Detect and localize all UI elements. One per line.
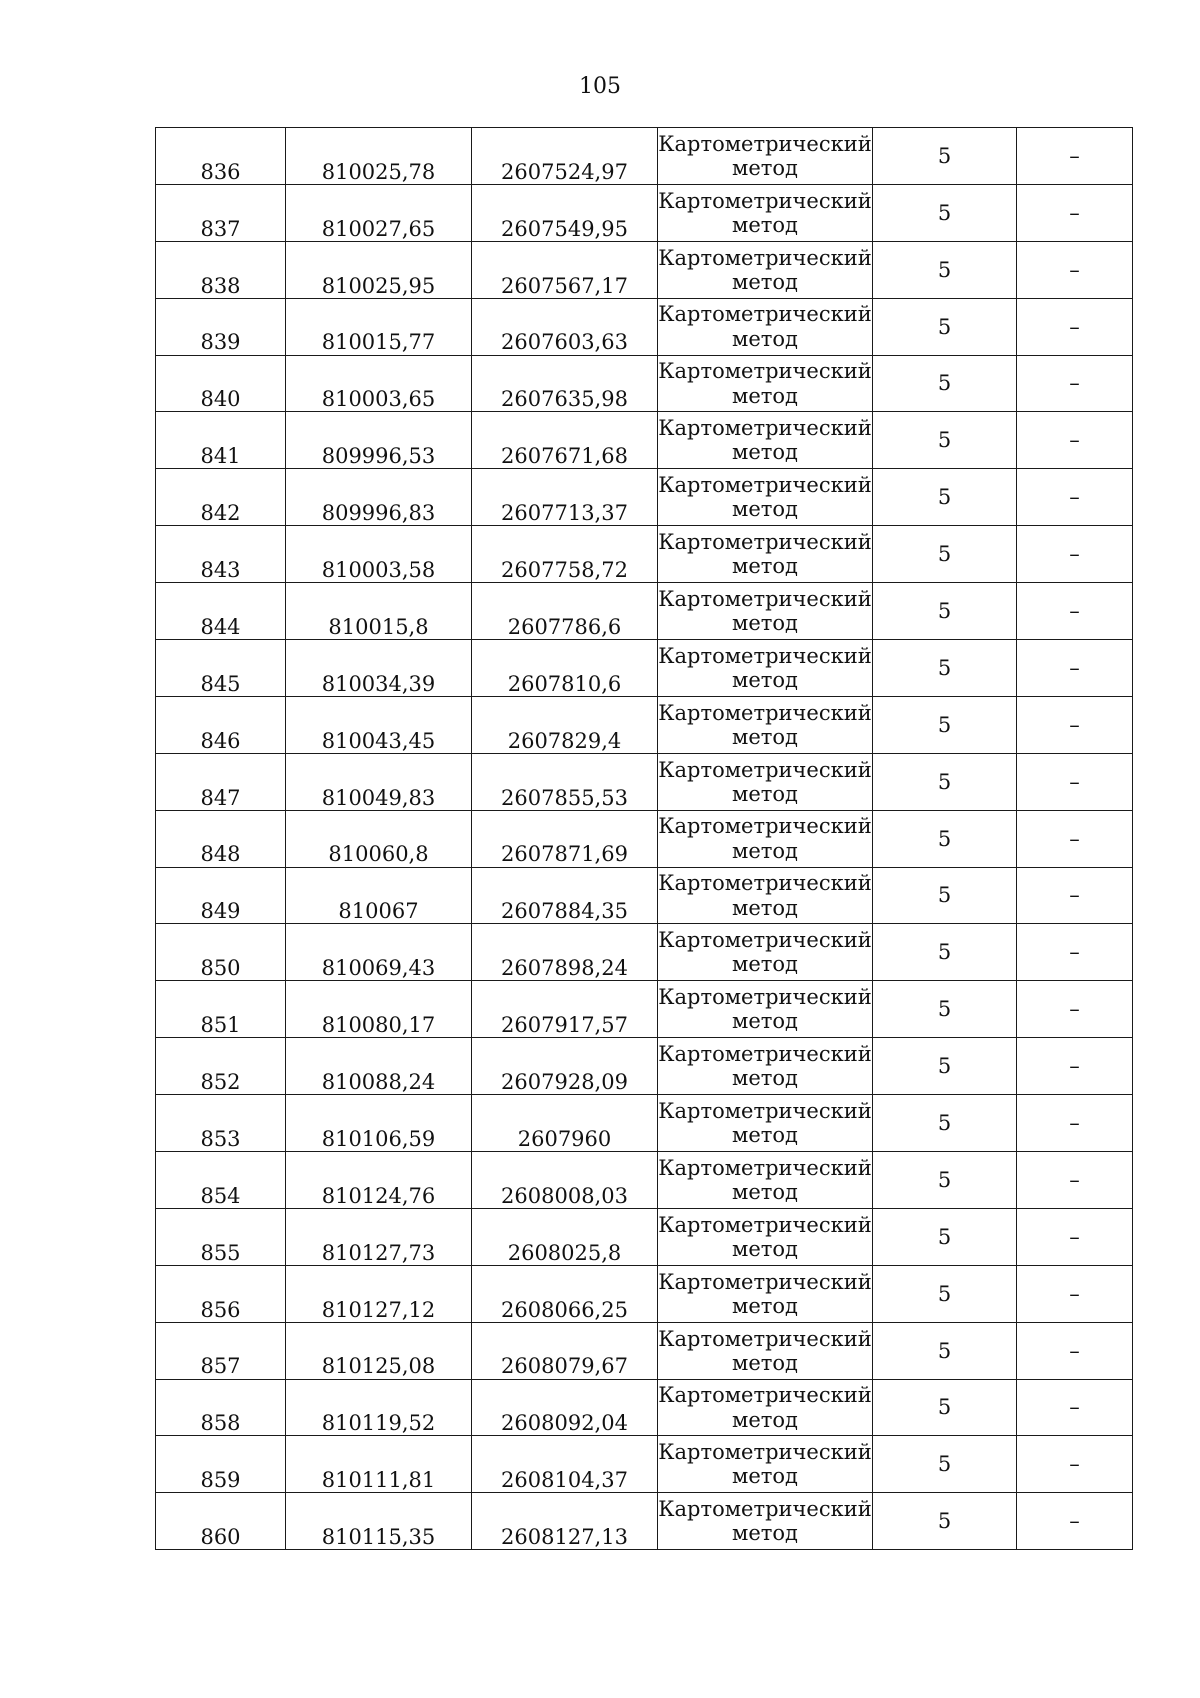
method-cell bbox=[658, 412, 873, 469]
precision-cell: 5 bbox=[873, 412, 1017, 469]
point-number-cell: 839 bbox=[156, 298, 286, 355]
note-cell: – bbox=[1017, 1208, 1133, 1265]
y-coordinate-cell: 2607871,69 bbox=[472, 810, 658, 867]
x-coordinate-cell: 810115,35 bbox=[286, 1493, 472, 1550]
note-cell: – bbox=[1017, 867, 1133, 924]
method-cell bbox=[658, 1493, 873, 1550]
point-number-cell: 846 bbox=[156, 696, 286, 753]
note-cell: – bbox=[1017, 1493, 1133, 1550]
point-number-cell: 845 bbox=[156, 640, 286, 697]
method-cell bbox=[658, 1095, 873, 1152]
method-cell bbox=[658, 981, 873, 1038]
method-cell bbox=[658, 469, 873, 526]
method-line-1: Картометрический bbox=[658, 131, 872, 156]
x-coordinate-cell: 810025,95 bbox=[286, 241, 472, 298]
point-number-cell: 853 bbox=[156, 1095, 286, 1152]
point-number-cell: 842 bbox=[156, 469, 286, 526]
point-number-cell: 841 bbox=[156, 412, 286, 469]
method-cell bbox=[658, 696, 873, 753]
precision-cell: 5 bbox=[873, 526, 1017, 583]
y-coordinate-cell: 2608127,13 bbox=[472, 1493, 658, 1550]
method-line-1: Картометрический bbox=[658, 1155, 872, 1180]
method-line-2: метод bbox=[732, 155, 798, 180]
table-row bbox=[156, 1095, 1133, 1152]
method-line-2: метод bbox=[732, 497, 798, 522]
x-coordinate-cell: 809996,53 bbox=[286, 412, 472, 469]
method-line-2: метод bbox=[732, 952, 798, 977]
table-row bbox=[156, 753, 1133, 810]
y-coordinate-cell: 2608025,8 bbox=[472, 1208, 658, 1265]
table-row bbox=[156, 583, 1133, 640]
precision-cell: 5 bbox=[873, 1038, 1017, 1095]
method-line-1: Картометрический bbox=[658, 928, 872, 953]
x-coordinate-cell: 810003,65 bbox=[286, 355, 472, 412]
method-line-1: Картометрический bbox=[658, 1098, 872, 1123]
method-line-1: Картометрический bbox=[658, 814, 872, 839]
precision-cell: 5 bbox=[873, 810, 1017, 867]
x-coordinate-cell: 810043,45 bbox=[286, 696, 472, 753]
table-row bbox=[156, 1379, 1133, 1436]
precision-cell: 5 bbox=[873, 1493, 1017, 1550]
method-line-2: метод bbox=[732, 1521, 798, 1546]
point-number-cell: 843 bbox=[156, 526, 286, 583]
table-row bbox=[156, 640, 1133, 697]
point-number-cell: 857 bbox=[156, 1322, 286, 1379]
x-coordinate-cell: 810060,8 bbox=[286, 810, 472, 867]
note-cell: – bbox=[1017, 1322, 1133, 1379]
point-number-cell: 847 bbox=[156, 753, 286, 810]
table-row bbox=[156, 1265, 1133, 1322]
method-cell bbox=[658, 526, 873, 583]
method-cell bbox=[658, 184, 873, 241]
method-line-1: Картометрический bbox=[658, 700, 872, 725]
method-line-2: метод bbox=[732, 1407, 798, 1432]
method-cell bbox=[658, 1436, 873, 1493]
x-coordinate-cell: 810049,83 bbox=[286, 753, 472, 810]
table-row bbox=[156, 128, 1133, 185]
method-line-1: Картометрический bbox=[658, 757, 872, 782]
method-line-2: метод bbox=[732, 326, 798, 351]
method-line-1: Картометрический bbox=[658, 1326, 872, 1351]
method-line-1: Картометрический bbox=[658, 985, 872, 1010]
x-coordinate-cell: 810015,77 bbox=[286, 298, 472, 355]
method-cell bbox=[658, 1208, 873, 1265]
method-line-1: Картометрический bbox=[658, 416, 872, 441]
precision-cell: 5 bbox=[873, 128, 1017, 185]
method-line-2: метод bbox=[732, 1009, 798, 1034]
method-line-2: метод bbox=[732, 1236, 798, 1261]
y-coordinate-cell: 2607855,53 bbox=[472, 753, 658, 810]
x-coordinate-cell: 810088,24 bbox=[286, 1038, 472, 1095]
method-line-2: метод bbox=[732, 667, 798, 692]
y-coordinate-cell: 2607567,17 bbox=[472, 241, 658, 298]
method-line-2: метод bbox=[732, 611, 798, 636]
x-coordinate-cell: 810111,81 bbox=[286, 1436, 472, 1493]
y-coordinate-cell: 2607549,95 bbox=[472, 184, 658, 241]
y-coordinate-cell: 2607713,37 bbox=[472, 469, 658, 526]
method-line-2: метод bbox=[732, 554, 798, 579]
note-cell: – bbox=[1017, 753, 1133, 810]
y-coordinate-cell: 2607786,6 bbox=[472, 583, 658, 640]
table-row bbox=[156, 526, 1133, 583]
table-row bbox=[156, 1493, 1133, 1550]
method-line-1: Картометрический bbox=[658, 188, 872, 213]
y-coordinate-cell: 2607524,97 bbox=[472, 128, 658, 185]
method-cell bbox=[658, 128, 873, 185]
point-number-cell: 850 bbox=[156, 924, 286, 981]
method-line-1: Картометрический bbox=[658, 1383, 872, 1408]
point-number-cell: 848 bbox=[156, 810, 286, 867]
method-line-1: Картометрический bbox=[658, 302, 872, 327]
y-coordinate-cell: 2607758,72 bbox=[472, 526, 658, 583]
y-coordinate-cell: 2607960 bbox=[472, 1095, 658, 1152]
table-row bbox=[156, 355, 1133, 412]
x-coordinate-cell: 810025,78 bbox=[286, 128, 472, 185]
y-coordinate-cell: 2607671,68 bbox=[472, 412, 658, 469]
precision-cell: 5 bbox=[873, 867, 1017, 924]
precision-cell: 5 bbox=[873, 753, 1017, 810]
point-number-cell: 838 bbox=[156, 241, 286, 298]
method-cell bbox=[658, 1265, 873, 1322]
table-row bbox=[156, 1322, 1133, 1379]
method-line-2: метод bbox=[732, 1179, 798, 1204]
table-row bbox=[156, 298, 1133, 355]
x-coordinate-cell: 810067 bbox=[286, 867, 472, 924]
table-row bbox=[156, 867, 1133, 924]
point-number-cell: 856 bbox=[156, 1265, 286, 1322]
method-line-2: метод bbox=[732, 1066, 798, 1091]
y-coordinate-cell: 2608008,03 bbox=[472, 1152, 658, 1209]
precision-cell: 5 bbox=[873, 184, 1017, 241]
point-number-cell: 860 bbox=[156, 1493, 286, 1550]
method-cell bbox=[658, 640, 873, 697]
precision-cell: 5 bbox=[873, 924, 1017, 981]
x-coordinate-cell: 810106,59 bbox=[286, 1095, 472, 1152]
method-cell bbox=[658, 810, 873, 867]
table-row bbox=[156, 412, 1133, 469]
table-row bbox=[156, 810, 1133, 867]
point-number-cell: 844 bbox=[156, 583, 286, 640]
method-line-2: метод bbox=[732, 1350, 798, 1375]
y-coordinate-cell: 2608104,37 bbox=[472, 1436, 658, 1493]
point-number-cell: 836 bbox=[156, 128, 286, 185]
y-coordinate-cell: 2607884,35 bbox=[472, 867, 658, 924]
y-coordinate-cell: 2608079,67 bbox=[472, 1322, 658, 1379]
precision-cell: 5 bbox=[873, 298, 1017, 355]
coordinates-table bbox=[155, 127, 1133, 1550]
y-coordinate-cell: 2607635,98 bbox=[472, 355, 658, 412]
method-line-1: Картометрический bbox=[658, 643, 872, 668]
y-coordinate-cell: 2607928,09 bbox=[472, 1038, 658, 1095]
table-row bbox=[156, 924, 1133, 981]
method-line-2: метод bbox=[732, 724, 798, 749]
precision-cell: 5 bbox=[873, 1095, 1017, 1152]
y-coordinate-cell: 2607603,63 bbox=[472, 298, 658, 355]
method-line-1: Картометрический bbox=[658, 1269, 872, 1294]
note-cell: – bbox=[1017, 184, 1133, 241]
method-cell bbox=[658, 1379, 873, 1436]
x-coordinate-cell: 810034,39 bbox=[286, 640, 472, 697]
precision-cell: 5 bbox=[873, 640, 1017, 697]
note-cell: – bbox=[1017, 1152, 1133, 1209]
point-number-cell: 855 bbox=[156, 1208, 286, 1265]
x-coordinate-cell: 810124,76 bbox=[286, 1152, 472, 1209]
note-cell: – bbox=[1017, 469, 1133, 526]
coordinates-table-body bbox=[156, 128, 1133, 1550]
x-coordinate-cell: 810127,73 bbox=[286, 1208, 472, 1265]
point-number-cell: 858 bbox=[156, 1379, 286, 1436]
table-row bbox=[156, 1436, 1133, 1493]
precision-cell: 5 bbox=[873, 355, 1017, 412]
table-row bbox=[156, 1038, 1133, 1095]
table-row bbox=[156, 1208, 1133, 1265]
x-coordinate-cell: 810069,43 bbox=[286, 924, 472, 981]
note-cell: – bbox=[1017, 355, 1133, 412]
note-cell: – bbox=[1017, 128, 1133, 185]
x-coordinate-cell: 810080,17 bbox=[286, 981, 472, 1038]
precision-cell: 5 bbox=[873, 1322, 1017, 1379]
note-cell: – bbox=[1017, 526, 1133, 583]
x-coordinate-cell: 810003,58 bbox=[286, 526, 472, 583]
note-cell: – bbox=[1017, 1436, 1133, 1493]
precision-cell: 5 bbox=[873, 241, 1017, 298]
method-line-1: Картометрический bbox=[658, 245, 872, 270]
method-cell bbox=[658, 867, 873, 924]
method-line-1: Картометрический bbox=[658, 871, 872, 896]
note-cell: – bbox=[1017, 583, 1133, 640]
note-cell: – bbox=[1017, 696, 1133, 753]
y-coordinate-cell: 2607810,6 bbox=[472, 640, 658, 697]
method-line-2: метод bbox=[732, 1464, 798, 1489]
precision-cell: 5 bbox=[873, 1436, 1017, 1493]
point-number-cell: 854 bbox=[156, 1152, 286, 1209]
method-cell bbox=[658, 241, 873, 298]
note-cell: – bbox=[1017, 924, 1133, 981]
method-line-1: Картометрический bbox=[658, 359, 872, 384]
table-row bbox=[156, 469, 1133, 526]
table-row bbox=[156, 696, 1133, 753]
y-coordinate-cell: 2607829,4 bbox=[472, 696, 658, 753]
precision-cell: 5 bbox=[873, 1379, 1017, 1436]
method-line-2: метод bbox=[732, 838, 798, 863]
y-coordinate-cell: 2608066,25 bbox=[472, 1265, 658, 1322]
precision-cell: 5 bbox=[873, 696, 1017, 753]
precision-cell: 5 bbox=[873, 1152, 1017, 1209]
x-coordinate-cell: 810127,12 bbox=[286, 1265, 472, 1322]
point-number-cell: 840 bbox=[156, 355, 286, 412]
method-line-1: Картометрический bbox=[658, 530, 872, 555]
point-number-cell: 851 bbox=[156, 981, 286, 1038]
method-cell bbox=[658, 1152, 873, 1209]
note-cell: – bbox=[1017, 640, 1133, 697]
note-cell: – bbox=[1017, 1038, 1133, 1095]
y-coordinate-cell: 2607898,24 bbox=[472, 924, 658, 981]
method-line-1: Картометрический bbox=[658, 1440, 872, 1465]
note-cell: – bbox=[1017, 412, 1133, 469]
method-cell bbox=[658, 924, 873, 981]
method-line-2: метод bbox=[732, 1123, 798, 1148]
method-line-2: метод bbox=[732, 1293, 798, 1318]
x-coordinate-cell: 810119,52 bbox=[286, 1379, 472, 1436]
method-line-2: метод bbox=[732, 781, 798, 806]
table-row bbox=[156, 184, 1133, 241]
x-coordinate-cell: 810015,8 bbox=[286, 583, 472, 640]
point-number-cell: 849 bbox=[156, 867, 286, 924]
note-cell: – bbox=[1017, 298, 1133, 355]
x-coordinate-cell: 809996,83 bbox=[286, 469, 472, 526]
method-cell bbox=[658, 583, 873, 640]
page-number: 105 bbox=[579, 74, 621, 99]
precision-cell: 5 bbox=[873, 1265, 1017, 1322]
note-cell: – bbox=[1017, 241, 1133, 298]
table-row bbox=[156, 1152, 1133, 1209]
precision-cell: 5 bbox=[873, 469, 1017, 526]
method-cell bbox=[658, 1038, 873, 1095]
method-line-2: метод bbox=[732, 269, 798, 294]
note-cell: – bbox=[1017, 981, 1133, 1038]
note-cell: – bbox=[1017, 810, 1133, 867]
note-cell: – bbox=[1017, 1095, 1133, 1152]
method-line-1: Картометрический bbox=[658, 1042, 872, 1067]
method-line-1: Картометрический bbox=[658, 1212, 872, 1237]
y-coordinate-cell: 2608092,04 bbox=[472, 1379, 658, 1436]
method-cell bbox=[658, 753, 873, 810]
x-coordinate-cell: 810125,08 bbox=[286, 1322, 472, 1379]
method-line-2: метод bbox=[732, 383, 798, 408]
point-number-cell: 852 bbox=[156, 1038, 286, 1095]
y-coordinate-cell: 2607917,57 bbox=[472, 981, 658, 1038]
method-line-2: метод bbox=[732, 895, 798, 920]
x-coordinate-cell: 810027,65 bbox=[286, 184, 472, 241]
precision-cell: 5 bbox=[873, 583, 1017, 640]
method-cell bbox=[658, 355, 873, 412]
note-cell: – bbox=[1017, 1379, 1133, 1436]
table-row bbox=[156, 981, 1133, 1038]
method-line-1: Картометрический bbox=[658, 473, 872, 498]
method-line-1: Картометрический bbox=[658, 586, 872, 611]
precision-cell: 5 bbox=[873, 1208, 1017, 1265]
method-line-2: метод bbox=[732, 212, 798, 237]
method-line-1: Картометрический bbox=[658, 1497, 872, 1522]
method-cell bbox=[658, 298, 873, 355]
precision-cell: 5 bbox=[873, 981, 1017, 1038]
method-line-2: метод bbox=[732, 440, 798, 465]
table-row bbox=[156, 241, 1133, 298]
point-number-cell: 859 bbox=[156, 1436, 286, 1493]
note-cell: – bbox=[1017, 1265, 1133, 1322]
method-cell bbox=[658, 1322, 873, 1379]
point-number-cell: 837 bbox=[156, 184, 286, 241]
